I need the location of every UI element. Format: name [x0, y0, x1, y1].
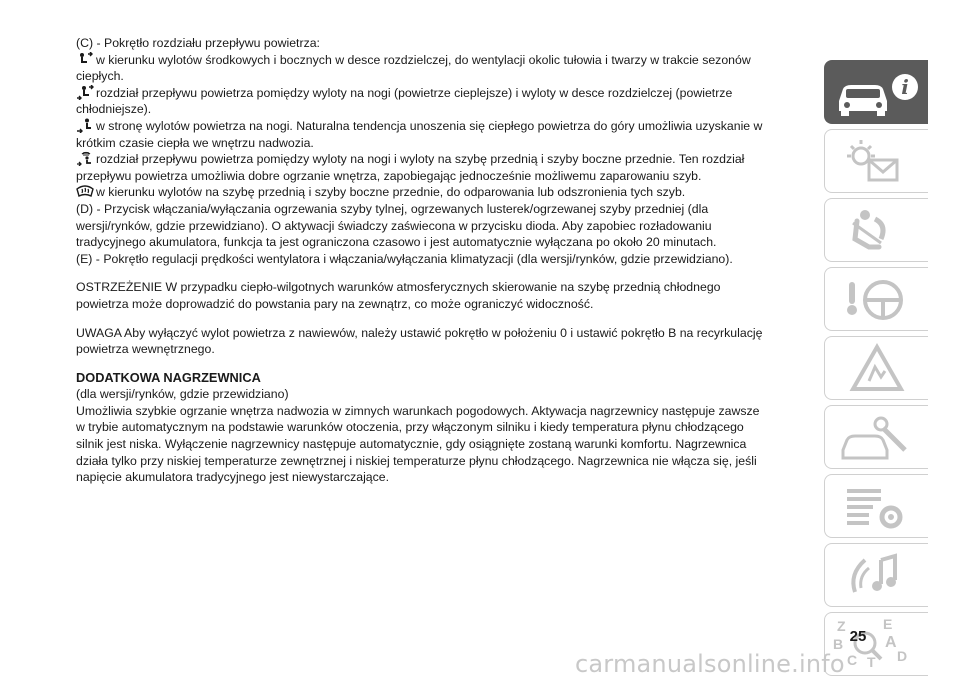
- tab-car-info[interactable]: [824, 60, 928, 124]
- vent-feet-defrost-icon: [76, 151, 94, 166]
- svg-text:T: T: [867, 654, 876, 670]
- c-item-face-cont: ciepłych.: [76, 69, 124, 84]
- svg-text:C: C: [847, 652, 858, 668]
- page-number: 25: [849, 628, 867, 645]
- warning-paragraph-2: powietrza może doprowadzić do powstania pary na zewnątrz, co może ograniczyć widoczność.: [76, 296, 594, 311]
- d-paragraph-3: tradycyjnego akumulatora, funkcja ta jest ograniczona czasowo i jest automatycznie wyłączana po około 20 minutach.: [76, 235, 717, 250]
- note-paragraph: UWAGA Aby wyłączyć wylot powietrza z nawiewów, należy ustawić pokrętło w położeniu 0 i ustawić pokrętło B na recyrkulację: [76, 325, 763, 340]
- c-item-feet-cont: krótkim czasie ciepła we wnętrzu nadwozia.: [76, 135, 314, 150]
- tab-multimedia[interactable]: [824, 543, 928, 607]
- tab-lights-messages[interactable]: [824, 129, 928, 193]
- section-heading: DODATKOWA NAGRZEWNICA: [76, 369, 261, 385]
- c-item-bilevel: rozdział przepływu powietrza pomiędzy wyloty na nogi (powietrze cieplejsze) i wyloty w desce rozdzielczej (powietrze: [76, 85, 814, 102]
- c-item-feet-defrost: rozdział przepływu powietrza pomiędzy wyloty na nogi i wyloty na szybę przednią i szyby boczne przednie. Ten rozdział: [76, 151, 814, 168]
- svg-text:D: D: [897, 648, 908, 664]
- warning-paragraph: OSTRZEŻENIE W przypadku ciepło-wilgotnych warunków atmosferycznych skierowanie na szybę przednią chłodnego: [76, 280, 721, 295]
- tab-driving[interactable]: [824, 267, 928, 331]
- heater-paragraph-5: napięcie akumulatora tradycyjnego jest niewystarczające.: [76, 470, 390, 485]
- warning-triangle-icon: [825, 337, 929, 401]
- steering-wheel-icon: [825, 268, 929, 332]
- car-info-icon: [825, 61, 929, 125]
- tab-safety[interactable]: [824, 198, 928, 262]
- music-note-icon: [825, 544, 929, 608]
- c-item-bilevel-cont: chłodniejsze).: [76, 102, 152, 117]
- heater-paragraph-2: w trybie automatycznym na podstawie warunków otoczenia, przy włączonym silniku i kiedy temperatura płynu chłodzącego: [76, 420, 744, 435]
- svg-text:A: A: [885, 634, 897, 651]
- windshield-defrost-icon: [76, 184, 94, 199]
- vent-face-icon: [76, 52, 94, 67]
- tab-technical-data[interactable]: [824, 474, 928, 538]
- airbag-seat-icon: [825, 199, 929, 263]
- heater-paragraph: Umożliwia szybkie ogrzanie wnętrza nadwozia w zimnych warunkach pogodowych. Aktywacja nagrzewnicy następuje zawsze: [76, 403, 760, 418]
- heater-subtitle: (dla wersji/rynków, gdzie przewidziano): [76, 387, 289, 402]
- document-body: [76, 0, 814, 486]
- c-item-defrost: w kierunku wylotów na szybę przednią i szyby boczne przednie, do odparowania lub odszronienia tych szyb.: [76, 184, 814, 201]
- svg-text:Z: Z: [837, 618, 846, 634]
- wrench-car-icon: [825, 406, 929, 470]
- gear-list-icon: [825, 475, 929, 539]
- heater-paragraph-3: silnik jest niska. Wyłączenie nagrzewnicy następuje automatycznie, gdy osiągnięte zostaną warunki komfortu. Nagrzewnica: [76, 437, 747, 452]
- note-paragraph-2: powietrza wewnętrznego.: [76, 342, 215, 357]
- svg-text:B: B: [833, 636, 844, 652]
- heater-paragraph-4: działa tylko przy niskiej temperaturze zewnętrznej i niskiej temperaturze płynu chłodzącego. Nagrzewnica nie włącza się, jeśli: [76, 453, 757, 468]
- vent-bilevel-icon: [76, 85, 94, 100]
- d-paragraph: (D) - Przycisk włączania/wyłączania ogrzewania szyby tylnej, ogrzewanych lusterek/ogrzewanej szyby przedniej (dla: [76, 201, 709, 216]
- watermark: carmanualsonline.info: [575, 650, 845, 678]
- tab-maintenance[interactable]: [824, 405, 928, 469]
- c-item-feet-defrost-cont: przepływu powietrza umożliwia dobre ogrzanie wnętrza, zapobiegając jednocześnie możliwemu zaparowaniu szyb.: [76, 168, 702, 183]
- c-item-face: w kierunku wylotów środkowych i bocznych w desce rozdzielczej, do wentylacji okolic tułowia i twarzy w trakcie sezonów: [76, 52, 814, 69]
- c-item-feet: w stronę wylotów powietrza na nogi. Naturalna tendencja unoszenia się ciepłego powietrza do góry umożliwia uzyskanie w: [76, 118, 814, 135]
- c-intro: (C) - Pokrętło rozdziału przepływu powietrza:: [76, 36, 320, 50]
- d-paragraph-2: wersji/rynków, gdzie przewidziano). O aktywacji świadczy zaświecona w przycisku dioda. Aby zapobiec rozładowaniu: [76, 218, 712, 233]
- warning-light-icon: [825, 130, 929, 194]
- e-paragraph: (E) - Pokrętło regulacji prędkości wentylatora i włączania/wyłączania klimatyzacji (dla wersji/rynków, gdzie przewidziano).: [76, 251, 733, 266]
- svg-text:i: i: [901, 75, 909, 99]
- tab-emergency[interactable]: [824, 336, 928, 400]
- svg-text:E: E: [883, 616, 893, 632]
- vent-feet-icon: [76, 118, 94, 133]
